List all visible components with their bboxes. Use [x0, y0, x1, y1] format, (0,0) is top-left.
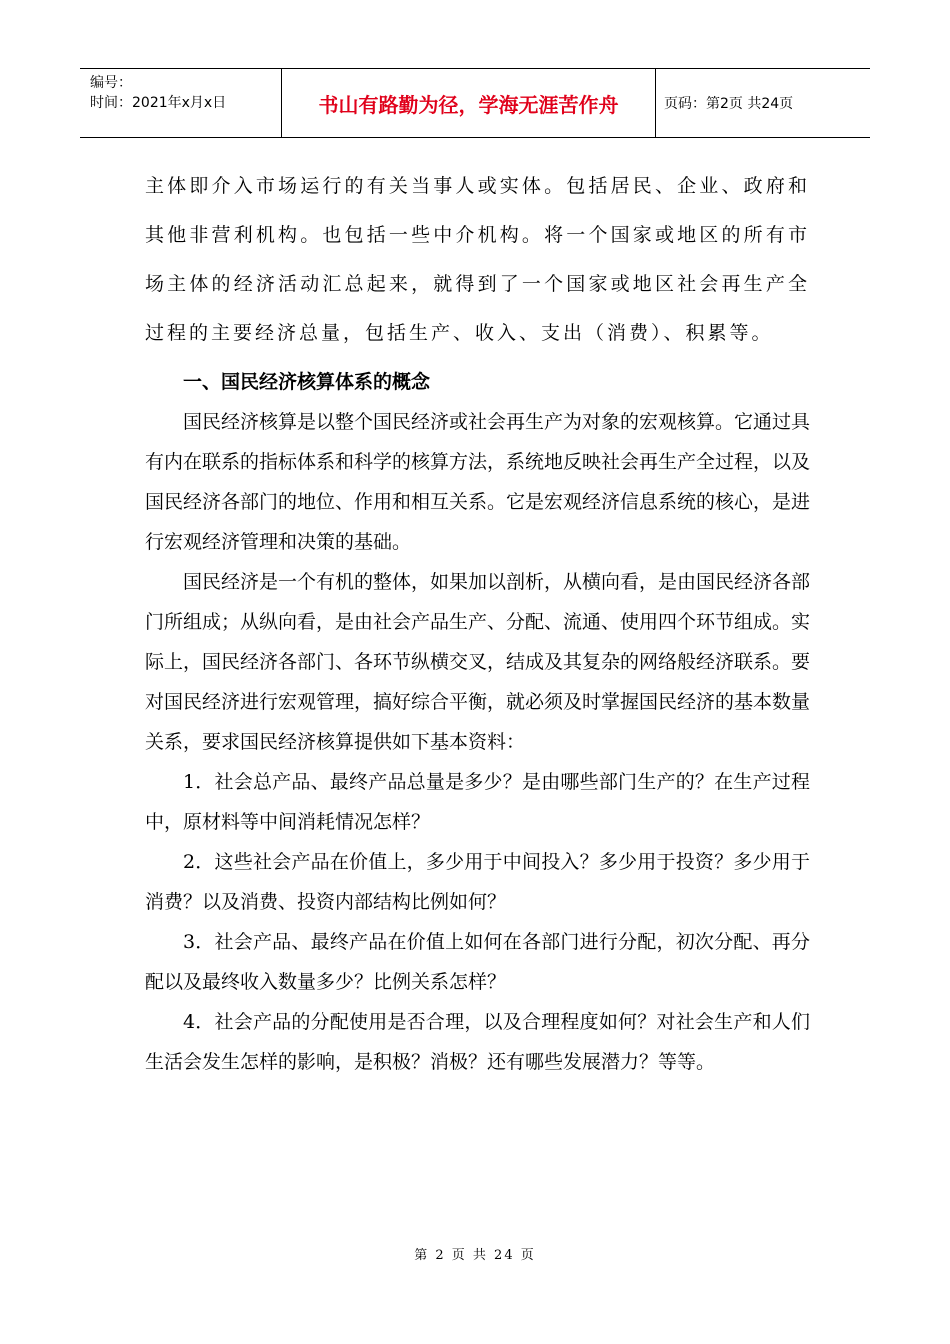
header-page-info: 页码：第2页 共24页 — [664, 96, 794, 112]
body-paragraph: 国民经济是一个有机的整体，如果加以剖析，从横向看，是由国民经济各部门所组成；从纵向看，是由社会产品生产、分配、流通、使用四个环节组成。实际上，国民经济各部门、各环节纵横交叉，结成及其复杂的网络般经济联系。要对国民经济进行宏观管理，搞好综合平衡，就必须及时掌握国民经济的基本数量关系，要求国民经济核算提供如下基本资料： — [145, 571, 811, 753]
section-heading: 一、国民经济核算体系的概念 — [183, 371, 431, 393]
page-footer: 第 2 页 共 24 页 — [414, 1248, 536, 1263]
document-number-label: 编号： — [90, 75, 132, 91]
header-meta — [80, 69, 282, 137]
list-item: 1．社会总产品、最终产品总量是多少？是由哪些部门生产的？在生产过程中，原材料等中间消耗情况怎样？ — [145, 771, 810, 833]
body-paragraph: 国民经济核算是以整个国民经济或社会再生产为对象的宏观核算。它通过具有内在联系的指标体系和科学的核算方法，系统地反映社会再生产全过程，以及国民经济各部门的地位、作用和相互关系。它是宏观经济信息系统的核心，是进行宏观经济管理和决策的基础。 — [145, 411, 811, 553]
list-item: 4．社会产品的分配使用是否合理，以及合理程度如何？对社会生产和人们生活会发生怎样的影响，是积极？消极？还有哪些发展潜力？等等。 — [145, 1011, 810, 1073]
document-date: 时间：2021年x月x日 — [90, 95, 227, 111]
list-item: 3．社会产品、最终产品在价值上如何在各部门进行分配，初次分配、再分配以及最终收入数量多少？比例关系怎样？ — [145, 931, 810, 993]
document-header — [80, 68, 870, 138]
document-body — [145, 162, 810, 1082]
intro-paragraph: 主体即介入市场运行的有关当事人或实体。包括居民、企业、政府和其他非营利机构。也包括一些中介机构。将一个国家或地区的所有市场主体的经济活动汇总起来，就得到了一个国家或地区社会再生产全过程的主要经济总量，包括生产、收入、支出（消费）、积累等。 — [145, 175, 810, 344]
list-item: 2．这些社会产品在价值上，多少用于中间投入？多少用于投资？多少用于消费？以及消费、投资内部结构比例如何？ — [145, 851, 810, 913]
header-motto: 书山有路勤为径，学海无涯苦作舟 — [282, 69, 656, 137]
